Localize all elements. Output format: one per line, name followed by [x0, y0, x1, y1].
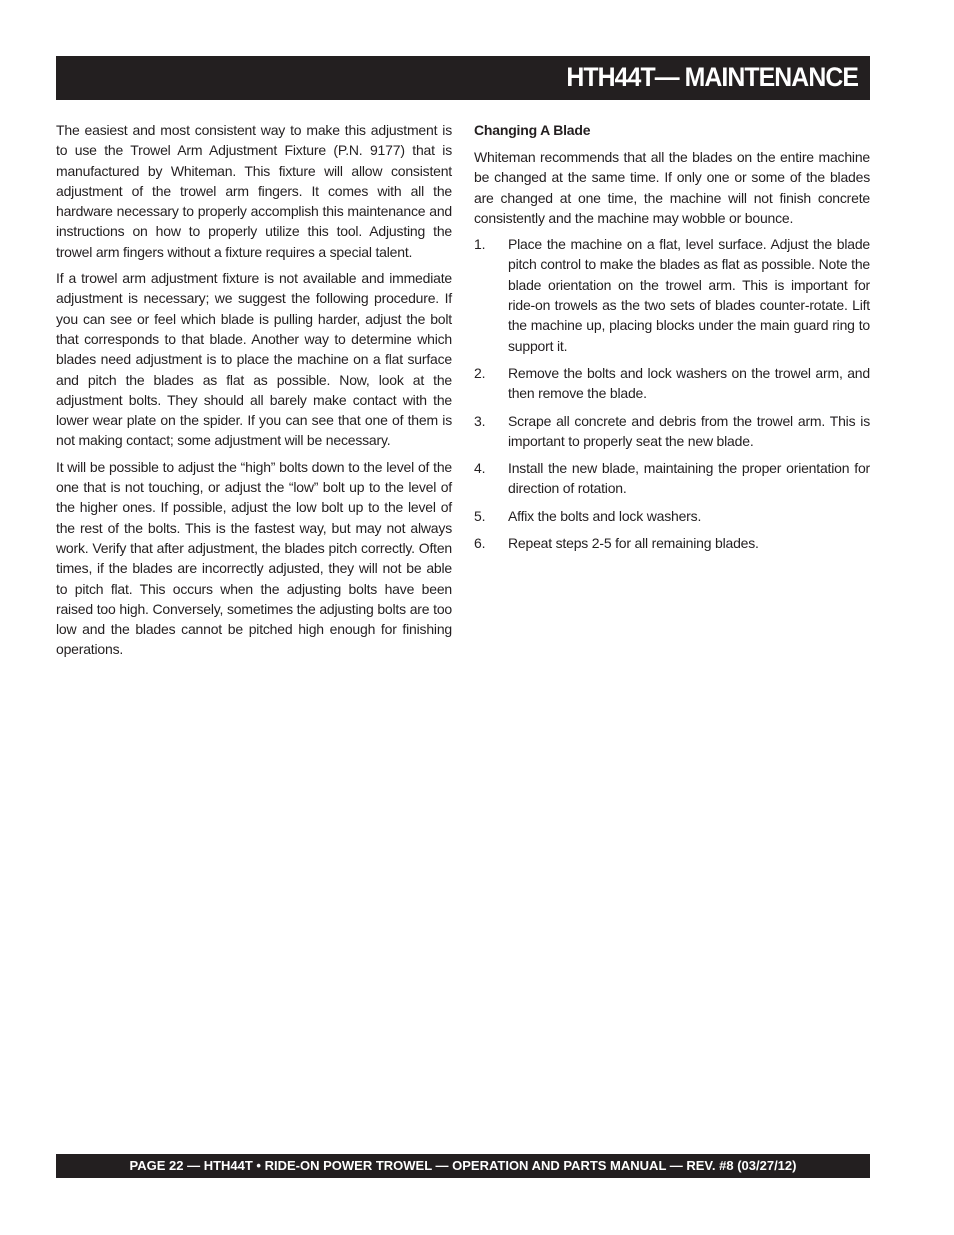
step-number: 5. — [474, 507, 486, 524]
paragraph-fixture: The easiest and most consistent way to make this adjustment is to use the Trowel Arm Adjustment Fixture (P.N. 9177) that is manufactured by Whiteman. This fixture will allow consistent adjustment of the trowel arm fingers. It comes with all the hardware necessary to properly accomplish this maintenance and instructions on how to properly utilize this tool. Adjusting the trowel arm fingers without a fixture requires a special talent. — [56, 122, 452, 260]
page-title: HTH44T— MAINTENANCE — [566, 62, 858, 92]
list-item — [474, 533, 870, 553]
step-text: Scrape all concrete and debris from the trowel arm. This is important to properly seat the new blade. — [508, 412, 870, 449]
section-intro: Whiteman recommends that all the blades on the entire machine be changed at the same time. If only one or some of the blades are changed at one time, the machine will not finish concrete consistently and the machine may wobble or bounce. — [474, 149, 870, 226]
page-footer: PAGE 22 — HTH44T • RIDE-ON POWER TROWEL — OPERATION AND PARTS MANUAL — REV. #8 (03/27/12) — [56, 1154, 870, 1178]
paragraph-bolt-adjustment: It will be possible to adjust the “high” bolts down to the level of the one that is not touching, or adjust the “low” bolt up to the level of the higher ones. If possible, adjust the low bolt up to the level of the rest of the bolts. This is the fastest way, but may not always work. Verify that after adjustment, the blades pitch correctly. Often times, if the blades are incorrectly adjusted, they will not be able to pitch flat. This occurs when the adjusting bolts have been raised too high. Conversely, sometimes the adjusting bolts are too low and the blades cannot be pitched high enough for finishing operations. — [56, 458, 452, 658]
header-bar — [56, 56, 870, 100]
steps-list — [474, 234, 870, 553]
step-number: 1. — [474, 236, 486, 253]
step-number: 4. — [474, 460, 486, 477]
list-item — [474, 363, 870, 404]
step-number: 6. — [474, 535, 486, 552]
left-column — [56, 120, 452, 666]
step-text: Install the new blade, maintaining the proper orientation for direction of rotation. — [508, 460, 870, 497]
step-text: Affix the bolts and lock washers. — [508, 507, 702, 524]
list-item — [474, 411, 870, 452]
step-number: 3. — [474, 412, 486, 429]
step-text: Remove the bolts and lock washers on the trowel arm, and then remove the blade. — [508, 364, 870, 402]
paragraph-procedure: If a trowel arm adjustment fixture is not available and immediate adjustment is necessary; we suggest the following procedure. If you can see or feel which blade is pulling harder, adjust the bolt that corresponds to that blade. Another way to determine which blades need adjustment is to place the machine on a flat surface and pitch the blades as flat as possible. Now, look at the adjustment bolts. They should all barely make contact with the lower wear plate on the spider. If you can see that one of them is not making contact; some adjustment will be necessary. — [56, 270, 452, 449]
step-number: 2. — [474, 364, 486, 381]
step-text: Repeat steps 2-5 for all remaining blades. — [508, 535, 759, 552]
step-text: Place the machine on a flat, level surface. Adjust the blade pitch control to make the blades as flat as possible. Note the blade orientation on the trowel arm. This is important for ride-on trowels as the two sets of blades counter-rotate. Lift the machine up, placing blocks under the main guard ring to support it. — [508, 236, 870, 354]
list-item — [474, 506, 870, 526]
list-item — [474, 234, 870, 356]
list-item — [474, 458, 870, 499]
section-heading: Changing A Blade — [474, 122, 591, 138]
right-column — [474, 120, 870, 560]
